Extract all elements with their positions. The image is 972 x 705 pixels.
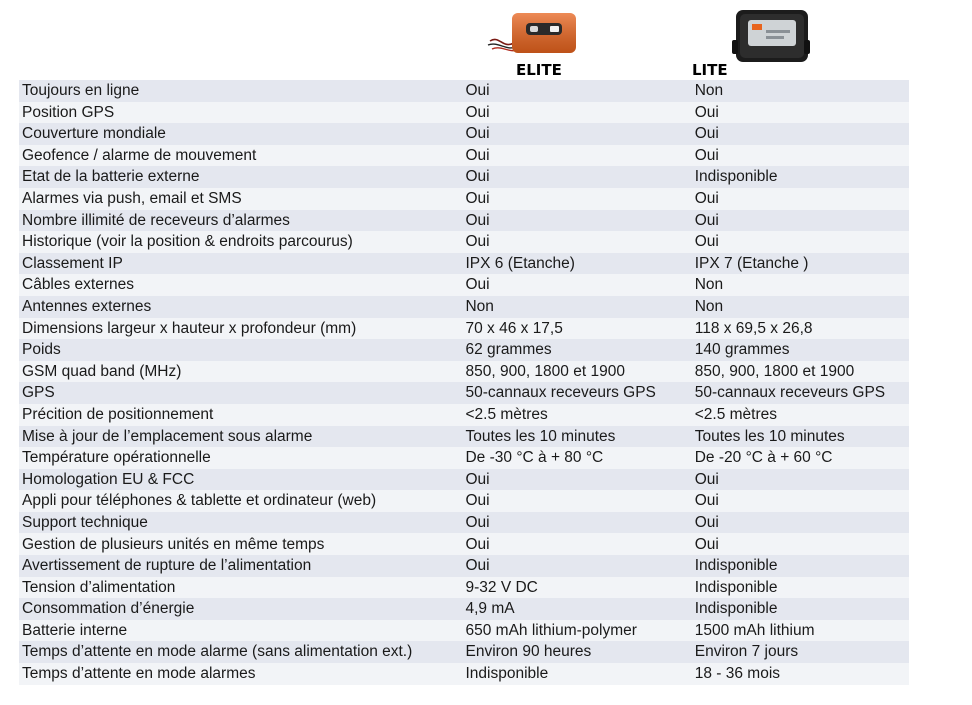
table-row bbox=[19, 641, 909, 663]
lite-value-cell: Indisponible bbox=[692, 166, 909, 188]
elite-value-cell: Indisponible bbox=[462, 663, 691, 685]
elite-value-cell: Oui bbox=[462, 274, 691, 296]
feature-cell: Antennes externes bbox=[19, 296, 462, 318]
feature-cell: Batterie interne bbox=[19, 620, 462, 642]
lite-column-title: LITE bbox=[692, 61, 728, 79]
elite-value-cell: Oui bbox=[462, 533, 691, 555]
feature-cell: Consommation d’énergie bbox=[19, 598, 462, 620]
table-row bbox=[19, 296, 909, 318]
elite-tracker-image bbox=[486, 5, 586, 63]
lite-value-cell: IPX 7 (Etanche ) bbox=[692, 253, 909, 275]
lite-value-cell: De -20 °C à + 60 °C bbox=[692, 447, 909, 469]
table-row bbox=[19, 555, 909, 577]
feature-cell: Avertissement de rupture de l’alimentation bbox=[19, 555, 462, 577]
feature-cell: Support technique bbox=[19, 512, 462, 534]
feature-cell: Couverture mondiale bbox=[19, 123, 462, 145]
table-row bbox=[19, 318, 909, 340]
elite-value-cell: Environ 90 heures bbox=[462, 641, 691, 663]
elite-column-title: ELITE bbox=[516, 61, 562, 79]
feature-cell: Alarmes via push, email et SMS bbox=[19, 188, 462, 210]
elite-value-cell: Oui bbox=[462, 123, 691, 145]
table-row bbox=[19, 533, 909, 555]
lite-value-cell: Non bbox=[692, 296, 909, 318]
product-header bbox=[0, 0, 972, 80]
table-row bbox=[19, 210, 909, 232]
elite-value-cell: Oui bbox=[462, 469, 691, 491]
elite-value-cell: Oui bbox=[462, 490, 691, 512]
elite-value-cell: 850, 900, 1800 et 1900 bbox=[462, 361, 691, 383]
feature-cell: Nombre illimité de receveurs d’alarmes bbox=[19, 210, 462, 232]
lite-value-cell: Toutes les 10 minutes bbox=[692, 426, 909, 448]
elite-value-cell: 4,9 mA bbox=[462, 598, 691, 620]
feature-cell: Geofence / alarme de mouvement bbox=[19, 145, 462, 167]
feature-cell: Température opérationnelle bbox=[19, 447, 462, 469]
feature-cell: Gestion de plusieurs unités en même temps bbox=[19, 533, 462, 555]
feature-cell: Poids bbox=[19, 339, 462, 361]
table-row bbox=[19, 663, 909, 685]
feature-cell: Historique (voir la position & endroits parcourus) bbox=[19, 231, 462, 253]
table-row bbox=[19, 80, 909, 102]
lite-value-cell: Non bbox=[692, 274, 909, 296]
lite-value-cell: 140 grammes bbox=[692, 339, 909, 361]
lite-value-cell: Indisponible bbox=[692, 577, 909, 599]
table-row bbox=[19, 620, 909, 642]
table-row bbox=[19, 426, 909, 448]
table-row bbox=[19, 361, 909, 383]
feature-cell: Position GPS bbox=[19, 102, 462, 124]
table-row bbox=[19, 102, 909, 124]
elite-value-cell: Oui bbox=[462, 512, 691, 534]
elite-value-cell: 650 mAh lithium-polymer bbox=[462, 620, 691, 642]
elite-value-cell: Oui bbox=[462, 102, 691, 124]
lite-value-cell: Indisponible bbox=[692, 598, 909, 620]
elite-value-cell: De -30 °C à + 80 °C bbox=[462, 447, 691, 469]
feature-cell: Tension d’alimentation bbox=[19, 577, 462, 599]
lite-value-cell: Indisponible bbox=[692, 555, 909, 577]
table-row bbox=[19, 382, 909, 404]
feature-cell: Temps d’attente en mode alarme (sans alimentation ext.) bbox=[19, 641, 462, 663]
feature-cell: GSM quad band (MHz) bbox=[19, 361, 462, 383]
table-row bbox=[19, 274, 909, 296]
lite-value-cell: Oui bbox=[692, 533, 909, 555]
feature-cell: Classement IP bbox=[19, 253, 462, 275]
lite-value-cell: Oui bbox=[692, 102, 909, 124]
lite-value-cell: Oui bbox=[692, 512, 909, 534]
table-row bbox=[19, 145, 909, 167]
lite-value-cell: Environ 7 jours bbox=[692, 641, 909, 663]
table-row bbox=[19, 447, 909, 469]
elite-value-cell: Oui bbox=[462, 210, 691, 232]
elite-value-cell: IPX 6 (Etanche) bbox=[462, 253, 691, 275]
lite-value-cell: Oui bbox=[692, 490, 909, 512]
lite-value-cell: Oui bbox=[692, 145, 909, 167]
table-row bbox=[19, 123, 909, 145]
table-row bbox=[19, 404, 909, 426]
table-row bbox=[19, 490, 909, 512]
lite-value-cell: 118 x 69,5 x 26,8 bbox=[692, 318, 909, 340]
table-row bbox=[19, 253, 909, 275]
feature-cell: Précition de positionnement bbox=[19, 404, 462, 426]
feature-cell: Dimensions largeur x hauteur x profondeur (mm) bbox=[19, 318, 462, 340]
table-row bbox=[19, 512, 909, 534]
feature-cell: Temps d’attente en mode alarmes bbox=[19, 663, 462, 685]
lite-value-cell: 1500 mAh lithium bbox=[692, 620, 909, 642]
elite-value-cell: Oui bbox=[462, 231, 691, 253]
feature-cell: Toujours en ligne bbox=[19, 80, 462, 102]
elite-value-cell: 70 x 46 x 17,5 bbox=[462, 318, 691, 340]
table-row bbox=[19, 598, 909, 620]
feature-cell: Appli pour téléphones & tablette et ordinateur (web) bbox=[19, 490, 462, 512]
elite-value-cell: Toutes les 10 minutes bbox=[462, 426, 691, 448]
feature-cell: Câbles externes bbox=[19, 274, 462, 296]
elite-value-cell: Non bbox=[462, 296, 691, 318]
table-row bbox=[19, 339, 909, 361]
lite-value-cell: Oui bbox=[692, 210, 909, 232]
lite-value-cell: Non bbox=[692, 80, 909, 102]
lite-value-cell: Oui bbox=[692, 469, 909, 491]
elite-value-cell: Oui bbox=[462, 166, 691, 188]
elite-value-cell: 9-32 V DC bbox=[462, 577, 691, 599]
feature-cell: Etat de la batterie externe bbox=[19, 166, 462, 188]
elite-value-cell: Oui bbox=[462, 80, 691, 102]
lite-value-cell: 50-cannaux receveurs GPS bbox=[692, 382, 909, 404]
lite-value-cell: Oui bbox=[692, 231, 909, 253]
lite-value-cell: Oui bbox=[692, 188, 909, 210]
lite-value-cell: 850, 900, 1800 et 1900 bbox=[692, 361, 909, 383]
feature-cell: Mise à jour de l’emplacement sous alarme bbox=[19, 426, 462, 448]
lite-value-cell: <2.5 mètres bbox=[692, 404, 909, 426]
feature-cell: Homologation EU & FCC bbox=[19, 469, 462, 491]
spec-comparison-table bbox=[19, 80, 909, 685]
table-row bbox=[19, 469, 909, 491]
feature-cell: GPS bbox=[19, 382, 462, 404]
elite-value-cell: <2.5 mètres bbox=[462, 404, 691, 426]
elite-value-cell: Oui bbox=[462, 555, 691, 577]
table-row bbox=[19, 231, 909, 253]
table-row bbox=[19, 166, 909, 188]
elite-value-cell: Oui bbox=[462, 188, 691, 210]
elite-value-cell: 62 grammes bbox=[462, 339, 691, 361]
table-row bbox=[19, 188, 909, 210]
lite-value-cell: 18 - 36 mois bbox=[692, 663, 909, 685]
elite-value-cell: Oui bbox=[462, 145, 691, 167]
lite-value-cell: Oui bbox=[692, 123, 909, 145]
elite-value-cell: 50-cannaux receveurs GPS bbox=[462, 382, 691, 404]
lite-tracker-image bbox=[728, 0, 814, 72]
table-row bbox=[19, 577, 909, 599]
